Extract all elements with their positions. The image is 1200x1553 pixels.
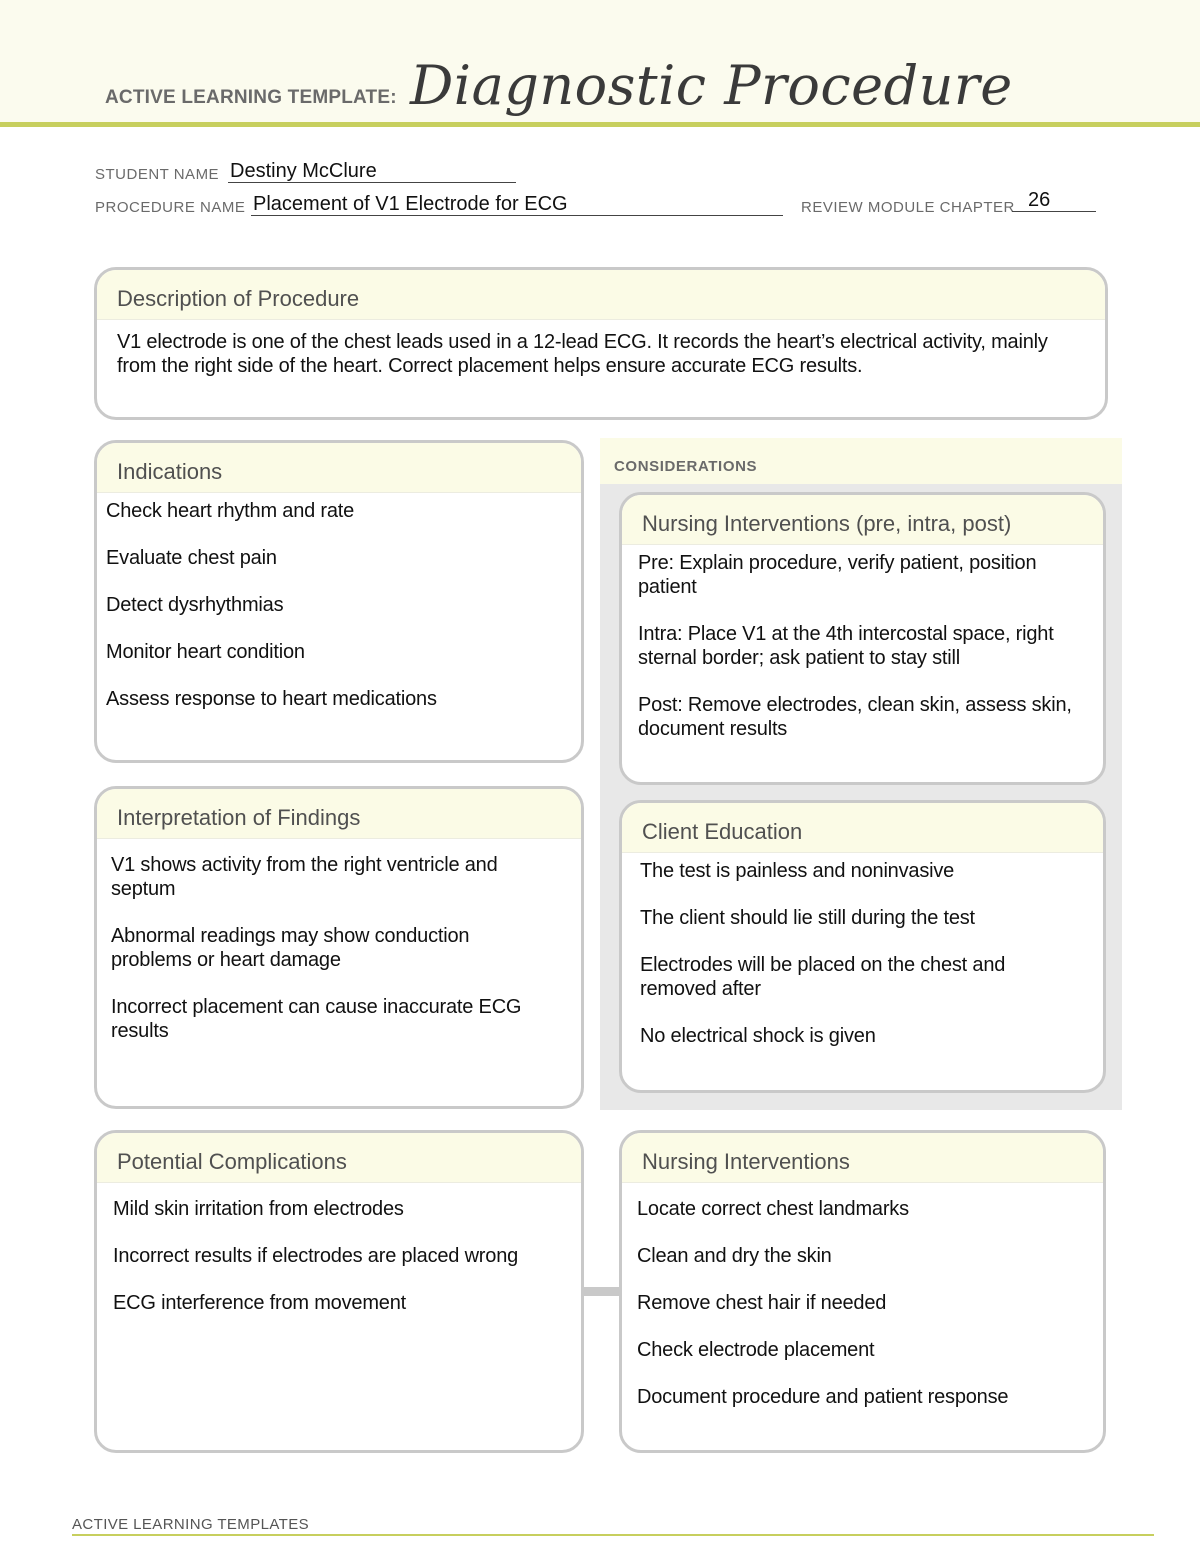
list-item: V1 shows activity from the right ventricle and septum	[111, 854, 498, 900]
list-item: Remove chest hair if needed	[637, 1292, 887, 1314]
review-module-label: REVIEW MODULE CHAPTER	[801, 199, 1015, 216]
list-item: Check electrode placement	[637, 1339, 875, 1361]
list-item: The client should lie still during the test	[640, 907, 975, 929]
nursing-pre-intra-post-box	[619, 492, 1106, 785]
interpretation-heading: Interpretation of Findings	[97, 789, 581, 839]
footer-text: ACTIVE LEARNING TEMPLATES	[72, 1516, 309, 1533]
header-rule	[0, 122, 1200, 127]
page-title: Diagnostic Procedure	[410, 54, 1013, 117]
description-text: V1 electrode is one of the chest leads used in a 12-lead ECG. It records the heart’s electrical activity, mainly from the right side of the heart. Correct placement helps ensure accurate ECG results.	[117, 331, 1048, 377]
list-item: ECG interference from movement	[113, 1292, 406, 1314]
list-item: Evaluate chest pain	[106, 547, 277, 569]
student-name-label: STUDENT NAME	[95, 166, 220, 183]
procedure-name-label: PROCEDURE NAME	[95, 199, 246, 216]
list-item: Assess response to heart medications	[106, 688, 437, 710]
list-item: The test is painless and noninvasive	[640, 860, 955, 882]
list-item: Clean and dry the skin	[637, 1245, 832, 1267]
list-item: Electrodes will be placed on the chest and removed after	[640, 954, 1006, 1000]
box-connector	[583, 1287, 620, 1296]
footer-rule	[72, 1534, 1154, 1536]
list-item: Incorrect results if electrodes are placed wrong	[113, 1245, 519, 1267]
list-item: Locate correct chest landmarks	[637, 1198, 909, 1220]
list-item: Post: Remove electrodes, clean skin, assess skin, document results	[638, 694, 1072, 740]
nursing-interventions-heading: Nursing Interventions	[622, 1133, 1103, 1183]
nursing-interventions-box	[619, 1130, 1106, 1453]
interpretation-box	[94, 786, 584, 1109]
nursing-pre-intra-post-heading: Nursing Interventions (pre, intra, post)	[622, 495, 1103, 545]
list-item: Document procedure and patient response	[637, 1386, 1009, 1408]
list-item: Incorrect placement can cause inaccurate ECG results	[111, 996, 522, 1042]
description-heading: Description of Procedure	[97, 270, 1105, 320]
review-module-field[interactable]: 26	[1012, 189, 1096, 212]
list-item: Monitor heart condition	[106, 641, 305, 663]
list-item: Mild skin irritation from electrodes	[113, 1198, 404, 1220]
considerations-label: CONSIDERATIONS	[614, 458, 758, 475]
complications-heading: Potential Complications	[97, 1133, 581, 1183]
list-item: Check heart rhythm and rate	[106, 500, 355, 522]
list-item: Detect dysrhythmias	[106, 594, 284, 616]
complications-box	[94, 1130, 584, 1453]
list-item: Abnormal readings may show conduction problems or heart damage	[111, 925, 470, 971]
list-item: Intra: Place V1 at the 4th intercostal space, right sternal border; ask patient to stay still	[638, 623, 1054, 669]
procedure-name-field[interactable]: Placement of V1 Electrode for ECG	[251, 193, 783, 216]
indications-box	[94, 440, 584, 763]
student-name-field[interactable]: Destiny McClure	[228, 160, 516, 183]
template-prefix: ACTIVE LEARNING TEMPLATE:	[105, 87, 397, 108]
client-education-heading: Client Education	[622, 803, 1103, 853]
description-box	[94, 267, 1108, 420]
client-education-box	[619, 800, 1106, 1093]
list-item: Pre: Explain procedure, verify patient, position patient	[638, 552, 1037, 598]
indications-heading: Indications	[97, 443, 581, 493]
list-item: No electrical shock is given	[640, 1025, 876, 1047]
